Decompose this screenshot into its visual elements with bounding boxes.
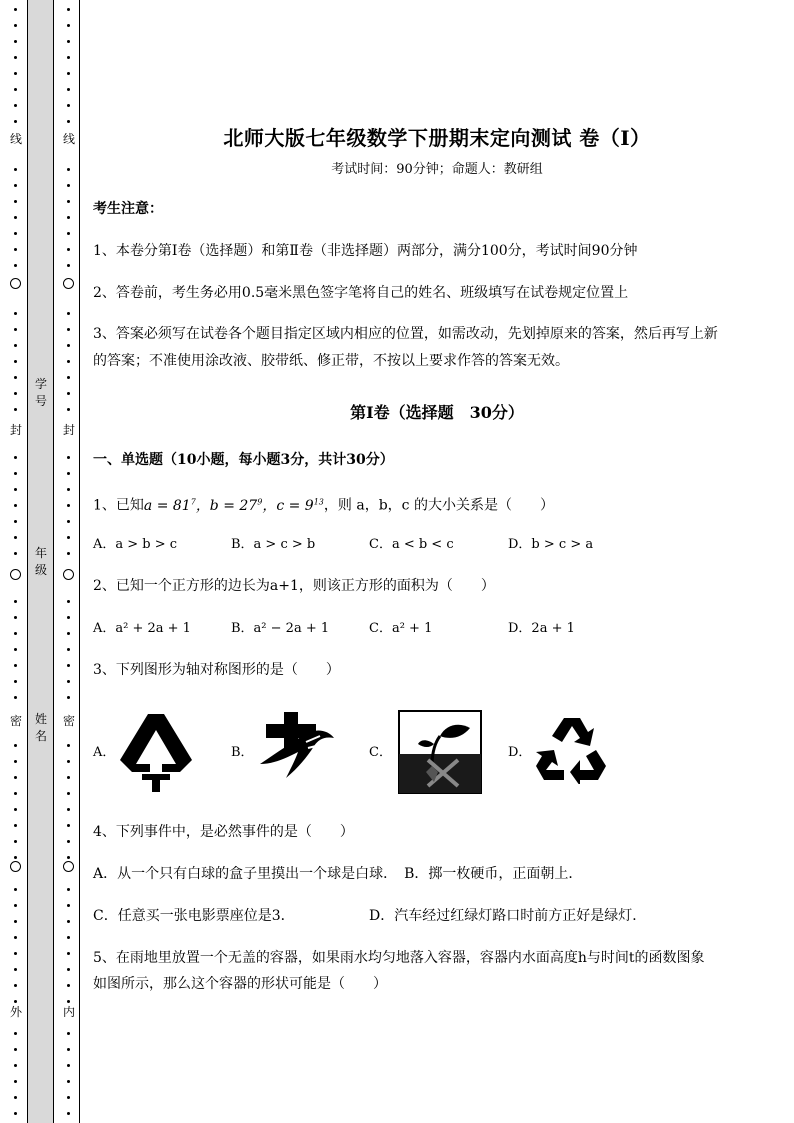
q1-c: ，c = 9 bbox=[262, 497, 314, 514]
binding-dot bbox=[14, 88, 17, 91]
binding-dot bbox=[67, 504, 70, 507]
binding-dot bbox=[14, 1000, 17, 1003]
binding-dot bbox=[67, 808, 70, 811]
binding-dot bbox=[14, 600, 17, 603]
q1-option-d: D．b > c > a bbox=[508, 537, 594, 552]
binding-dot bbox=[14, 184, 17, 187]
binding-dot bbox=[14, 792, 17, 795]
binding-dot bbox=[14, 520, 17, 523]
binding-circle bbox=[10, 861, 21, 872]
binding-dot bbox=[67, 856, 70, 859]
binding-dot bbox=[67, 824, 70, 827]
binding-dot bbox=[67, 40, 70, 43]
binding-dot bbox=[14, 216, 17, 219]
binding-char-mi: 密 bbox=[60, 713, 78, 729]
question-2-stem: 2、已知一个正方形的边长为a+1，则该正方形的面积为（ ） bbox=[93, 578, 495, 594]
binding-dot bbox=[67, 776, 70, 779]
binding-dot bbox=[14, 40, 17, 43]
binding-dot bbox=[67, 1000, 70, 1003]
binding-dot bbox=[14, 1064, 17, 1067]
binding-dot bbox=[14, 744, 17, 747]
section-title: 第Ⅰ卷（选择题 30分） bbox=[350, 403, 524, 422]
binding-dot bbox=[67, 760, 70, 763]
binding-dot bbox=[67, 8, 70, 11]
q1-a: a = 81 bbox=[143, 497, 191, 514]
binding-dot bbox=[67, 408, 70, 411]
notice-item: 3、答案必须写在试卷各个题目指定区域内相应的位置，如需改动，先划掉原来的答案，然后再写上新 bbox=[93, 326, 718, 342]
binding-dot bbox=[14, 488, 17, 491]
student-id-field: 学号 bbox=[34, 377, 47, 408]
binding-dot bbox=[14, 776, 17, 779]
binding-dot bbox=[67, 56, 70, 59]
grade-field: 年级 bbox=[34, 546, 47, 577]
binding-dot bbox=[14, 360, 17, 363]
binding-dot bbox=[67, 616, 70, 619]
binding-circle bbox=[10, 278, 21, 289]
binding-dot bbox=[14, 104, 17, 107]
figure-b-bird-cross bbox=[258, 712, 336, 782]
binding-dot bbox=[67, 472, 70, 475]
binding-circle bbox=[63, 278, 74, 289]
q1-a-exp: 7 bbox=[190, 497, 196, 506]
binding-dot bbox=[67, 552, 70, 555]
binding-dot bbox=[14, 392, 17, 395]
q1-suffix: ，则 a，b，c 的大小关系是（ ） bbox=[323, 497, 554, 514]
binding-char-xian: 线 bbox=[7, 131, 25, 147]
binding-dot bbox=[67, 72, 70, 75]
binding-char-xian: 线 bbox=[60, 131, 78, 147]
binding-dot bbox=[67, 664, 70, 667]
binding-dot bbox=[67, 536, 70, 539]
notice-item-continued: 的答案；不准使用涂改液、胶带纸、修正带，不按以上要求作答的答案无效。 bbox=[93, 353, 569, 369]
exam-info: 考试时间：90分钟；命题人：教研组 bbox=[331, 162, 543, 177]
binding-dot bbox=[14, 968, 17, 971]
binding-dot bbox=[14, 328, 17, 331]
binding-dot bbox=[14, 120, 17, 123]
notice-heading: 考生注意： bbox=[93, 201, 163, 217]
binding-dot bbox=[67, 456, 70, 459]
binding-dot bbox=[67, 648, 70, 651]
binding-dot bbox=[14, 264, 17, 267]
binding-char-feng: 封 bbox=[7, 422, 25, 438]
binding-dot bbox=[67, 696, 70, 699]
q2-option-b: B．a² − 2a + 1 bbox=[231, 621, 330, 636]
binding-dot bbox=[67, 488, 70, 491]
binding-dot bbox=[14, 1096, 17, 1099]
binding-dot bbox=[67, 968, 70, 971]
binding-dot bbox=[14, 680, 17, 683]
binding-dot bbox=[67, 120, 70, 123]
binding-dot bbox=[67, 520, 70, 523]
q2-option-c: C．a² + 1 bbox=[369, 621, 433, 636]
binding-dot bbox=[14, 856, 17, 859]
binding-dot bbox=[67, 840, 70, 843]
q1-option-a: A．a > b > c bbox=[93, 537, 178, 552]
figure-a-triangle-logo bbox=[118, 712, 194, 794]
q1-option-b: B．a > c > b bbox=[231, 537, 316, 552]
binding-dot bbox=[14, 344, 17, 347]
binding-circle bbox=[63, 861, 74, 872]
binding-dot bbox=[67, 904, 70, 907]
notice-item: 2、答卷前，考生务必用0.5毫米黑色签字笔将自己的姓名、班级填写在试卷规定位置上 bbox=[93, 285, 629, 301]
inner-dotted-line bbox=[64, 0, 74, 1123]
binding-dot bbox=[67, 936, 70, 939]
binding-dot bbox=[14, 312, 17, 315]
binding-dot bbox=[14, 840, 17, 843]
binding-circle bbox=[10, 569, 21, 580]
binding-dot bbox=[14, 56, 17, 59]
binding-dot bbox=[67, 248, 70, 251]
binding-dot bbox=[14, 1080, 17, 1083]
binding-dot bbox=[14, 984, 17, 987]
binding-dot bbox=[67, 1064, 70, 1067]
binding-dot bbox=[14, 24, 17, 27]
binding-dot bbox=[14, 456, 17, 459]
binding-char-nei: 内 bbox=[60, 1004, 78, 1020]
q4-options-ab: A．从一个只有白球的盒子里摸出一个球是白球． B．掷一枚硬币，正面朝上． bbox=[93, 866, 583, 882]
q2-option-d: D．2a + 1 bbox=[508, 621, 575, 636]
binding-dot bbox=[14, 408, 17, 411]
binding-dot bbox=[67, 232, 70, 235]
binding-dot bbox=[67, 312, 70, 315]
binding-dot bbox=[14, 648, 17, 651]
binding-dot bbox=[67, 1032, 70, 1035]
binding-dot bbox=[67, 920, 70, 923]
binding-dot bbox=[67, 200, 70, 203]
question-4-stem: 4、下列事件中，是必然事件的是（ ） bbox=[93, 824, 354, 840]
binding-dot bbox=[14, 936, 17, 939]
binding-dot bbox=[14, 376, 17, 379]
figure-c-plant-sign bbox=[398, 710, 482, 794]
binding-dot bbox=[14, 200, 17, 203]
binding-dot bbox=[14, 632, 17, 635]
q4-option-d: D．汽车经过红绿灯路口时前方正好是绿灯． bbox=[369, 908, 647, 924]
binding-dot bbox=[67, 216, 70, 219]
binding-dot bbox=[14, 760, 17, 763]
binding-dot bbox=[14, 1048, 17, 1051]
q1-c-exp: 13 bbox=[313, 497, 324, 506]
page-title: 北师大版七年级数学下册期末定向测试 卷（Ⅰ） bbox=[223, 126, 651, 150]
binding-dot bbox=[14, 952, 17, 955]
binding-char-mi: 密 bbox=[7, 713, 25, 729]
q3-label-b: B． bbox=[231, 745, 254, 760]
q1-b: ，b = 27 bbox=[195, 497, 258, 514]
binding-dot bbox=[14, 472, 17, 475]
binding-dot bbox=[67, 744, 70, 747]
binding-dot bbox=[67, 1048, 70, 1051]
binding-dot bbox=[67, 952, 70, 955]
outer-dotted-line bbox=[11, 0, 21, 1123]
q1-prefix: 1、已知 bbox=[93, 497, 144, 514]
binding-dot bbox=[14, 696, 17, 699]
part-heading: 一、单选题（10小题，每小题3分，共计30分） bbox=[93, 452, 394, 468]
binding-dot bbox=[67, 360, 70, 363]
binding-dot bbox=[14, 808, 17, 811]
binding-dot bbox=[14, 1112, 17, 1115]
binding-dot bbox=[14, 824, 17, 827]
binding-dot bbox=[14, 888, 17, 891]
binding-dot bbox=[67, 104, 70, 107]
binding-dot bbox=[67, 392, 70, 395]
binding-char-wai: 外 bbox=[7, 1004, 25, 1020]
binding-dot bbox=[14, 664, 17, 667]
binding-dot bbox=[67, 88, 70, 91]
q3-label-c: C． bbox=[369, 745, 392, 760]
question-1-stem bbox=[93, 492, 554, 516]
binding-dot bbox=[67, 184, 70, 187]
binding-dot bbox=[67, 600, 70, 603]
binding-circle bbox=[63, 569, 74, 580]
figure-d-recycle-icon bbox=[534, 714, 610, 784]
binding-dot bbox=[67, 24, 70, 27]
binding-dot bbox=[67, 376, 70, 379]
binding-dot bbox=[14, 552, 17, 555]
q3-label-a: A． bbox=[93, 745, 116, 760]
binding-dot bbox=[14, 504, 17, 507]
binding-dot bbox=[67, 328, 70, 331]
binding-dot bbox=[67, 680, 70, 683]
binding-dot bbox=[14, 8, 17, 11]
binding-dot bbox=[14, 232, 17, 235]
binding-dot bbox=[67, 264, 70, 267]
question-5-stem-continued: 如图所示，那么这个容器的形状可能是（ ） bbox=[93, 976, 387, 992]
binding-dot bbox=[14, 1032, 17, 1035]
binding-dot bbox=[67, 168, 70, 171]
binding-dot bbox=[14, 72, 17, 75]
binding-dot bbox=[67, 632, 70, 635]
binding-dot bbox=[67, 888, 70, 891]
binding-dot bbox=[14, 904, 17, 907]
binding-dot bbox=[67, 1080, 70, 1083]
binding-dot bbox=[67, 1096, 70, 1099]
notice-item: 1、本卷分第Ⅰ卷（选择题）和第Ⅱ卷（非选择题）两部分，满分100分，考试时间90分钟 bbox=[93, 243, 638, 259]
q2-option-a: A．a² + 2a + 1 bbox=[93, 621, 191, 636]
binding-dot bbox=[14, 616, 17, 619]
binding-char-feng: 封 bbox=[60, 422, 78, 438]
q4-option-c: C．任意买一张电影票座位是3． bbox=[93, 908, 295, 924]
binding-dot bbox=[14, 920, 17, 923]
binding-dot bbox=[14, 536, 17, 539]
binding-dot bbox=[67, 792, 70, 795]
question-5-stem: 5、在雨地里放置一个无盖的容器，如果雨水均匀地落入容器，容器内水面高度h与时间t的函数图象 bbox=[93, 950, 705, 966]
q1-option-c: C．a < b < c bbox=[369, 537, 454, 552]
name-field: 姓名 bbox=[34, 712, 47, 743]
question-3-stem: 3、下列图形为轴对称图形的是（ ） bbox=[93, 662, 340, 678]
q1-b-exp: 9 bbox=[257, 497, 263, 506]
q3-label-d: D． bbox=[508, 745, 532, 760]
binding-dot bbox=[14, 248, 17, 251]
binding-dot bbox=[14, 168, 17, 171]
binding-dot bbox=[67, 1112, 70, 1115]
binding-dot bbox=[67, 344, 70, 347]
binding-dot bbox=[67, 984, 70, 987]
